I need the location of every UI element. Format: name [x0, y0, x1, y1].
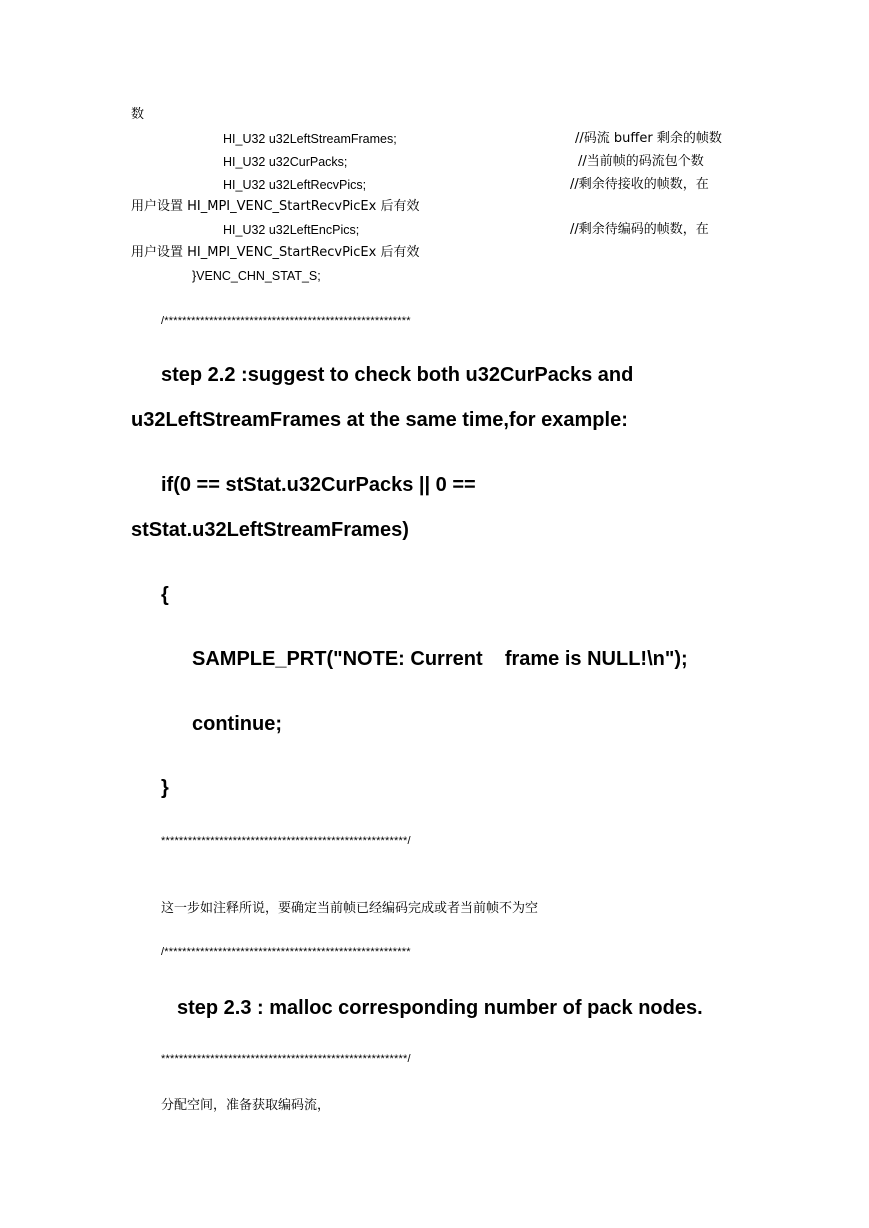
field-decl: HI_U32 u32LeftEncPics;: [223, 223, 360, 237]
comment-open-stars: /*******************************************************: [161, 315, 411, 327]
code-printf-line: SAMPLE_PRT("NOTE: Current frame is NULL!\n");: [192, 648, 688, 670]
field-decl: HI_U32 u32LeftRecvPics;: [223, 178, 367, 192]
code-if-line-wrap: stStat.u32LeftStreamFrames): [131, 519, 409, 541]
field-comment: //剩余待编码的帧数，在: [570, 222, 709, 237]
code-continue-line: continue;: [192, 713, 282, 735]
step-heading: step 2.2 :suggest to check both u32CurPacks and: [161, 364, 634, 386]
code-brace-open: {: [161, 584, 169, 606]
code-if-line: if(0 == stStat.u32CurPacks || 0 ==: [161, 474, 476, 496]
field-comment-wrap: 用户设置 HI_MPI_VENC_StartRecvPicEx 后有效: [131, 245, 420, 260]
field-comment-wrap: 用户设置 HI_MPI_VENC_StartRecvPicEx 后有效: [131, 199, 420, 214]
comment-close-stars: *******************************************************/: [161, 835, 411, 847]
comment-open-stars: /*******************************************************: [161, 946, 411, 958]
field-decl: HI_U32 u32CurPacks;: [223, 155, 348, 169]
field-comment: //当前帧的码流包个数: [578, 154, 704, 169]
comment-close-stars: *******************************************************/: [161, 1053, 411, 1065]
step-heading-wrap: u32LeftStreamFrames at the same time,for example:: [131, 409, 628, 431]
step-heading: step 2.3 : malloc corresponding number of pack nodes.: [177, 997, 703, 1019]
code-brace-close: }: [161, 777, 169, 799]
continued-text: 数: [131, 107, 145, 122]
field-comment: //剩余待接收的帧数，在: [570, 177, 709, 192]
note-paragraph: 这一步如注释所说，要确定当前帧已经编码完成或者当前帧不为空: [161, 901, 539, 916]
field-decl: HI_U32 u32LeftStreamFrames;: [223, 132, 397, 146]
note-paragraph: 分配空间，准备获取编码流，: [161, 1098, 331, 1113]
struct-close: }VENC_CHN_STAT_S;: [192, 269, 321, 283]
field-comment: //码流 buffer 剩余的帧数: [575, 131, 722, 146]
